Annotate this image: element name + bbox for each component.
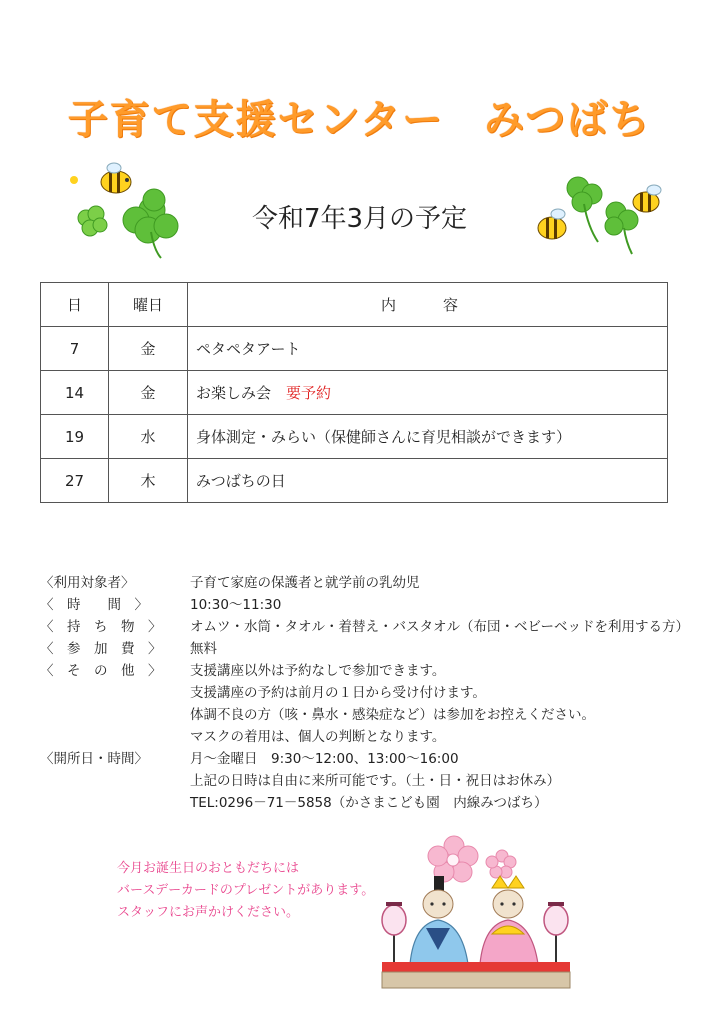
- info-label: 〈利用対象者〉: [40, 575, 135, 591]
- info-label: 〈 時 間 〉: [40, 597, 148, 613]
- table-row: [41, 371, 668, 415]
- header-content: 内 容: [188, 283, 668, 327]
- content-text: お楽しみ会: [196, 384, 287, 402]
- peach-blossom-icon: [428, 836, 478, 882]
- content-text: 身体測定・みらい（保健師さんに育児相談ができます）: [196, 428, 572, 446]
- title-part1: 子育て支援センター: [67, 97, 445, 143]
- cell-day: 14: [41, 371, 109, 415]
- hina-dolls-illustration: [376, 832, 576, 992]
- cell-day: 27: [41, 459, 109, 503]
- lantern-left-icon: [382, 902, 406, 962]
- header-day: 日: [41, 283, 109, 327]
- cell-weekday: 木: [109, 459, 188, 503]
- info-row-other: [40, 660, 689, 748]
- info-value: [190, 748, 560, 814]
- info-label: 〈 そ の 他 〉: [40, 663, 162, 679]
- page-title: [0, 88, 719, 145]
- info-label: 〈開所日・時間〉: [40, 751, 148, 767]
- info-line: マスクの着用は、個人の判断となります。: [190, 729, 446, 745]
- table-row: [41, 415, 668, 459]
- info-row-fee: [40, 638, 689, 660]
- info-line: 月〜金曜日 9:30〜12:00、13:00〜16:00: [190, 751, 459, 767]
- info-line: 上記の日時は自由に来所可能です。（土・日・祝日はお休み）: [190, 773, 561, 789]
- cell-day: 7: [41, 327, 109, 371]
- info-value: 無料: [190, 641, 217, 657]
- cell-content: [188, 327, 668, 371]
- info-line: TEL:0296－71－5858（かさまこども園 内線みつばち）: [190, 795, 548, 811]
- lantern-right-icon: [544, 902, 568, 962]
- info-line: 体調不良の方（咳・鼻水・感染症など）は参加をお控えください。: [190, 707, 595, 723]
- info-label: 〈 参 加 費 〉: [40, 641, 162, 657]
- info-label: 〈 持 ち 物 〉: [40, 619, 162, 635]
- content-text: みつばちの日: [196, 472, 286, 490]
- info-row-open: [40, 748, 689, 814]
- birthday-line: バースデーカードのプレゼントがあります。: [117, 883, 375, 898]
- table-row: [41, 327, 668, 371]
- schedule-table: [40, 282, 668, 503]
- info-line: 支援講座の予約は前月の１日から受け付けます。: [190, 685, 486, 701]
- info-row-time: [40, 594, 689, 616]
- info-value: 子育て家庭の保護者と就学前の乳幼児: [190, 575, 420, 591]
- birthday-line: スタッフにお声かけください。: [117, 905, 300, 920]
- obina-doll-icon: [410, 876, 468, 964]
- display-stand-icon: [382, 962, 570, 988]
- title-part2: みつばち: [484, 97, 652, 143]
- bee-icon: [101, 163, 131, 193]
- info-value: [190, 660, 595, 748]
- info-section: [40, 572, 689, 814]
- table-row: [41, 459, 668, 503]
- info-value: オムツ・水筒・タオル・着替え・バスタオル（布団・ベビーベッドを利用する方）: [190, 619, 689, 635]
- cell-content: [188, 371, 668, 415]
- cell-content: [188, 415, 668, 459]
- cell-weekday: 金: [109, 327, 188, 371]
- cell-weekday: 金: [109, 371, 188, 415]
- info-row-target: [40, 572, 689, 594]
- birthday-line: 今月お誕生日のおともだちには: [117, 861, 300, 876]
- info-line: 支援講座以外は予約なしで参加できます。: [190, 663, 446, 679]
- small-peach-blossom-icon: [486, 850, 516, 878]
- birthday-notice: [117, 858, 374, 924]
- table-header-row: [41, 283, 668, 327]
- page-subtitle: 令和7年3月の予定: [251, 204, 468, 234]
- cell-day: 19: [41, 415, 109, 459]
- cell-content: [188, 459, 668, 503]
- info-value: 10:30〜11:30: [190, 597, 282, 613]
- info-row-items: [40, 616, 689, 638]
- mebina-doll-icon: [480, 876, 538, 964]
- header-weekday: 曜日: [109, 283, 188, 327]
- cell-weekday: 水: [109, 415, 188, 459]
- content-text: ペタペタアート: [196, 340, 301, 358]
- dot-icon: [70, 176, 78, 184]
- reservation-required-note: 要予約: [286, 384, 332, 402]
